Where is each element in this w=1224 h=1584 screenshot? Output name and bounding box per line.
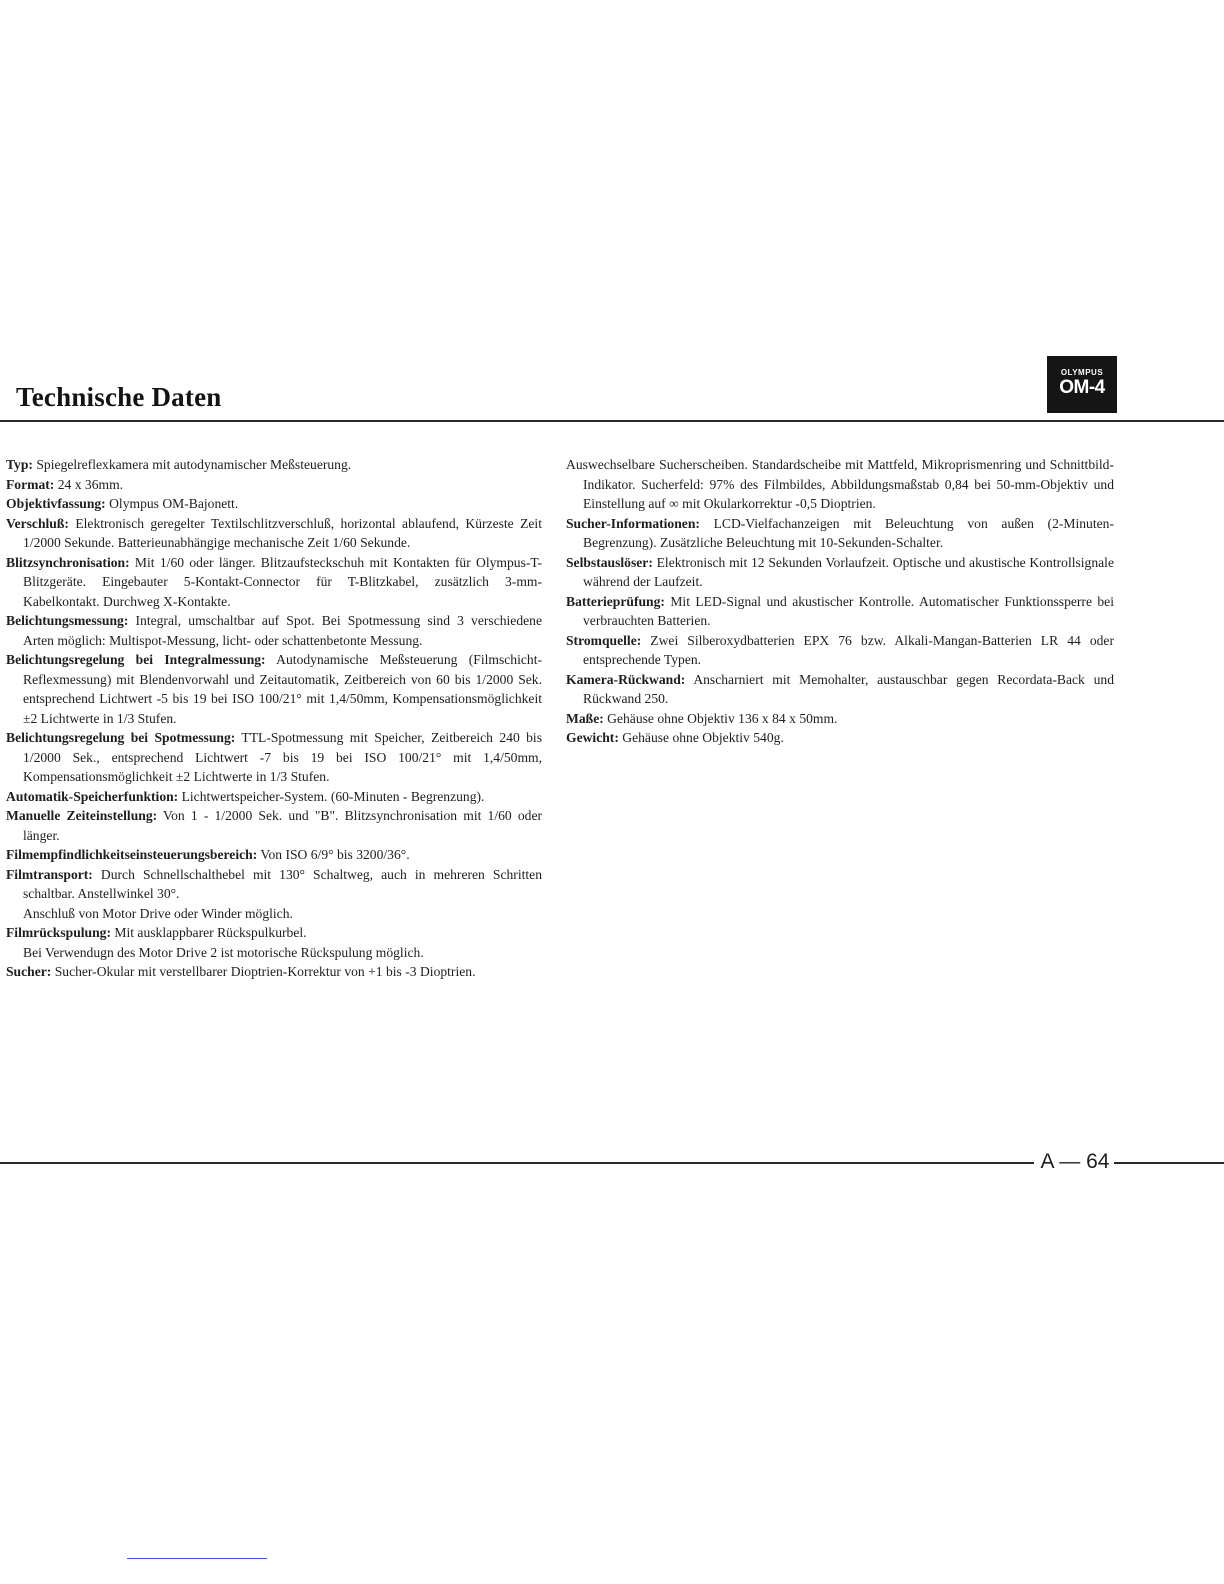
spec-text: Auswechselbare Sucherscheiben. Standardscheibe mit Mattfeld, Mikroprismenring und Schnittbild-Indikator. Sucherfeld: 97% des Filmbildes, Abbildungsmaßstab 0,84 bei 50-mm-Objektiv und Einstellung auf ∞ mit Okularkorrektur -0,5 Dioptrien. <box>566 457 1114 511</box>
spec-text: Integral, umschaltbar auf Spot. Bei Spotmessung sind 3 verschiedene Arten möglich: Multispot-Messung, licht- oder schattenbetonte Messung. <box>23 613 542 648</box>
spec-entry-integralmessung <box>6 650 542 728</box>
spec-entry-zeiteinstellung <box>6 806 542 845</box>
spec-text: LCD-Vielfachanzeigen mit Beleuchtung von außen (2-Minuten-Begrenzung). Zusätzliche Beleuchtung mit 10-Sekunden-Schalter. <box>583 515 1114 550</box>
footer-divider-left <box>0 1162 1034 1164</box>
spec-label: Sucher-Informationen: <box>566 515 700 531</box>
spec-label: Belichtungsregelung bei Spotmessung: <box>6 730 236 745</box>
spec-entry-filmempfindlichkeit <box>6 845 542 865</box>
spec-label: Manuelle Zeiteinstellung: <box>6 808 158 823</box>
specs-right-column <box>566 455 1114 748</box>
spec-entry-sucherscheiben <box>566 455 1114 514</box>
spec-text: Mit 1/60 oder länger. Blitzaufsteckschuh mit Kontakten für Olympus-T-Blitzgeräte. Eingebauter 5-Kontakt-Connector für T-Blitzkabel, zusätzlich 3-mm-Kabelkontakt. Durchweg X-Kontakte. <box>23 554 542 609</box>
logo-brand: OLYMPUS <box>1060 368 1104 377</box>
spec-text: Olympus OM-Bajonett. <box>105 496 239 511</box>
spec-entry-objektivfassung <box>6 494 542 514</box>
spec-label: Verschluß: <box>6 515 69 531</box>
spec-label: Format: <box>6 476 55 492</box>
spec-label: Typ: <box>6 457 33 472</box>
spec-entry-masse <box>566 709 1114 729</box>
spec-text: Anscharniert mit Memohalter, austauschbar gegen Recordata-Back und Rückwand 250. <box>583 671 1114 706</box>
spec-text: 24 x 36mm. <box>54 476 124 492</box>
spec-label: Filmtransport: <box>6 866 93 882</box>
spec-label: Stromquelle: <box>566 632 642 648</box>
spec-label: Objektivfassung: <box>6 496 106 511</box>
spec-label: Sucher: <box>6 964 52 979</box>
spec-text: Mit LED-Signal und akustischer Kontrolle. Automatischer Funktionssperre bei verbrauchten Batterien. <box>583 593 1114 628</box>
spec-text: Gehäuse ohne Objektiv 540g. <box>618 730 784 745</box>
spec-label: Gewicht: <box>566 730 619 745</box>
spec-entry-stromquelle <box>566 631 1114 670</box>
spec-text: Spiegelreflexkamera mit autodynamischer Meßsteuerung. <box>32 457 352 472</box>
spec-entry-typ <box>6 455 542 475</box>
spec-text: Von 1 - 1/2000 Sek. und "B". Blitzsynchronisation mit 1/60 oder länger. <box>23 808 543 843</box>
spec-text: Mit ausklappbarer Rückspulkurbel. <box>111 925 307 940</box>
spec-label: Filmrückspulung: <box>6 925 111 940</box>
specs-left-column <box>6 455 542 982</box>
spec-entry-blitzsynchronisation <box>6 553 542 612</box>
spec-subtext: Anschluß von Motor Drive oder Winder möglich. <box>23 905 293 921</box>
page-number: A — 64 <box>1040 1150 1110 1173</box>
page-title: Technische Daten <box>16 382 222 412</box>
spec-entry-sucher <box>6 962 542 982</box>
spec-label: Batterieprüfung: <box>566 593 665 609</box>
footer-divider-right <box>1114 1162 1224 1164</box>
spec-text: Autodynamische Meßsteuerung (Filmschicht-Reflexmessung) mit Blendenvorwahl und Zeitautomatik, Zeitbereich von 60 bis 1/2000 Sek. entsprechend Lichtwert -5 bis 19 bei ISO 100/21° mit 1,4/50mm, Kompensationsmöglichkeit ±2 Lichtwerte in 1/3 Stufen. <box>23 652 542 726</box>
logo-model: OM-4 <box>1059 377 1105 398</box>
spec-entry-kamera-rueckwand <box>566 670 1114 709</box>
spec-subtext: Bei Verwendugn des Motor Drive 2 ist motorische Rückspulung möglich. <box>23 944 424 960</box>
spec-text: Gehäuse ohne Objektiv 136 x 84 x 50mm. <box>603 710 838 726</box>
header-divider <box>0 420 1224 422</box>
spec-entry-filmrueckspulung <box>6 923 542 962</box>
spec-entry-batteriepruefung <box>566 592 1114 631</box>
spec-label: Kamera-Rückwand: <box>566 671 686 687</box>
spec-label: Blitzsynchronisation: <box>6 554 130 570</box>
spec-text: Lichtwertspeicher-System. (60-Minuten - Begrenzung). <box>178 788 485 804</box>
spec-entry-gewicht <box>566 728 1114 748</box>
spec-label: Belichtungsregelung bei Integralmessung: <box>6 652 266 667</box>
footnote-separator <box>127 1558 267 1559</box>
spec-entry-verschluss <box>6 514 542 553</box>
spec-text: TTL-Spotmessung mit Speicher, Zeitbereich 240 bis 1/2000 Sek., entsprechend Lichtwert -7 bis 19 bei ISO 100/21° mit 1,4/50mm, Kompensationsmöglichkeit ±2 Lichtwerte in 1/3 Stufen. <box>23 730 542 784</box>
spec-entry-sucher-informationen <box>566 514 1114 553</box>
spec-label: Maße: <box>566 710 604 726</box>
spec-text: Sucher-Okular mit verstellbarer Dioptrien-Korrektur von +1 bis -3 Dioptrien. <box>51 964 476 979</box>
spec-text: Von ISO 6/9° bis 3200/36°. <box>257 847 410 862</box>
spec-entry-selbstausloeser <box>566 553 1114 592</box>
spec-text: Elektronisch mit 12 Sekunden Vorlaufzeit. Optische und akustische Kontrollsignale während der Laufzeit. <box>583 554 1114 589</box>
spec-text: Zwei Silberoxydbatterien EPX 76 bzw. Alkali-Mangan-Batterien LR 44 oder entsprechende Typen. <box>583 632 1114 667</box>
spec-label: Automatik-Speicherfunktion: <box>6 788 179 804</box>
spec-entry-spotmessung <box>6 728 542 787</box>
spec-label: Selbstauslöser: <box>566 554 653 570</box>
spec-entry-belichtungsmessung <box>6 611 542 650</box>
spec-label: Filmempfindlichkeitseinsteuerungsbereich: <box>6 847 258 862</box>
olympus-om4-logo <box>1047 356 1117 413</box>
spec-label: Belichtungsmessung: <box>6 613 129 628</box>
spec-text: Durch Schnellschalthebel mit 130° Schaltweg, auch in mehreren Schritten schaltbar. Anstellwinkel 30°. <box>23 866 542 901</box>
spec-text: Elektronisch geregelter Textilschlitzverschluß, horizontal ablaufend, Kürzeste Zeit 1/2000 Sekunde. Batterieunabhängige mechanische Zeit 1/60 Sekunde. <box>23 515 542 550</box>
spec-entry-filmtransport <box>6 865 542 924</box>
spec-entry-format <box>6 475 542 495</box>
spec-entry-speicherfunktion <box>6 787 542 807</box>
